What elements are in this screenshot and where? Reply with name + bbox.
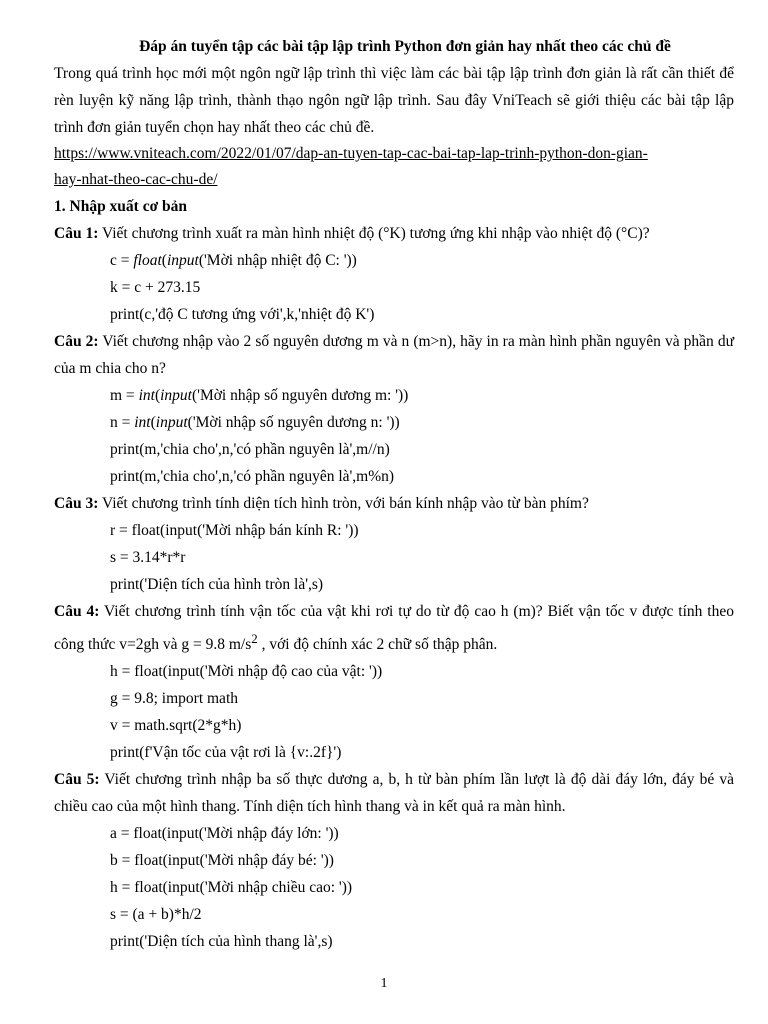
question-2 [54,328,734,382]
code-line: a = float(input('Mời nhập đáy lớn: ')) [110,825,339,843]
question-text: Viết chương trình xuất ra màn hình nhiệt độ (°K) tương ứng khi nhập vào nhiệt độ (°C)? [101,225,650,242]
code-line: r = float(input('Mời nhập bán kính R: ')) [110,522,359,539]
code-line: n = int(input('Mời nhập số nguyên dương n: ')) [110,414,400,431]
question-text: Viết chương trình tính diện tích hình tròn, với bán kính nhập vào từ bàn phím? [101,495,589,512]
code-line: print('Diện tích của hình thang là',s) [110,933,333,951]
code-line: print('Diện tích của hình tròn là',s) [110,576,324,593]
question-4 [54,598,734,658]
question-text: Viết chương trình tính vận tốc của vật khi rơi tự do từ độ cao h (m)? Biết vận tốc v được tính theo công thức v=2gh và g = 9.8 m/s [54,603,734,654]
question-label: Câu 4: [54,603,100,620]
code-line: s = 3.14*r*r [110,549,186,566]
question-3 [54,490,734,517]
question-text: Viết chương trình nhập ba số thực dương a, b, h từ bàn phím lần lượt là độ dài đáy lớn, đáy bé và chiều cao của một hình thang. Tính diện tích hình thang và in kết quả ra màn hình. [54,771,734,816]
code-line: m = int(input('Mời nhập số nguyên dương m: ')) [110,387,409,404]
code-line: h = float(input('Mời nhập độ cao của vật: ')) [110,663,383,681]
code-line: h = float(input('Mời nhập chiều cao: ')) [110,879,353,897]
code-line: b = float(input('Mời nhập đáy bé: ')) [110,852,334,870]
page-number: 1 [380,976,388,991]
question-text: Viết chương nhập vào 2 số nguyên dương m và n (m>n), hãy in ra màn hình phần nguyên và phần dư của m chia cho n? [54,333,734,377]
question-label: Câu 3: [54,495,99,512]
code-line: print(m,'chia cho',n,'có phần nguyên là',m%n) [110,468,395,485]
section-heading: 1. Nhập xuất cơ bản [54,198,188,215]
superscript: 2 [251,631,258,646]
code-line: print(c,'độ C tương ứng với',k,'nhiệt độ K') [110,306,375,323]
code-line: c = float(input('Mời nhập nhiệt độ C: ')) [110,252,357,269]
question-label: Câu 2: [54,333,99,350]
article-link[interactable] [54,141,734,193]
intro-paragraph: Trong quá trình học mới một ngôn ngữ lập trình thì việc làm các bài tập lập trình đơn giản là rất cần thiết để rèn luyện kỹ năng lập trình, thành thạo ngôn ngữ lập trình. Sau đây VniTeach sẽ giới thiệu các bài tập lập trình đơn giản tuyển chọn hay nhất theo các chủ đề. [54,65,734,136]
code-line: s = (a + b)*h/2 [110,906,202,924]
code-line: k = c + 273.15 [110,279,201,296]
question-1 [54,220,734,247]
code-line: print(f'Vận tốc của vật rơi là {v:.2f}') [110,744,342,762]
document-title: Đáp án tuyển tập các bài tập lập trình Python đơn giản hay nhất theo các chủ đề [139,38,671,55]
question-label: Câu 5: [54,771,100,789]
question-5 [54,766,734,820]
code-line: print(m,'chia cho',n,'có phần nguyên là',m//n) [110,441,390,458]
code-line: v = math.sqrt(2*g*h) [110,717,242,735]
question-label: Câu 1: [54,225,99,242]
question-text-end: , với độ chính xác 2 chữ số thập phân. [257,636,498,654]
article-link-line-1[interactable]: https://www.vniteach.com/2022/01/07/dap-an-tuyen-tap-cac-bai-tap-lap-trinh-python-don-gian- [54,145,648,162]
code-line: g = 9.8; import math [110,690,238,708]
article-link-line-2[interactable]: hay-nhat-theo-cac-chu-de/ [54,171,218,188]
